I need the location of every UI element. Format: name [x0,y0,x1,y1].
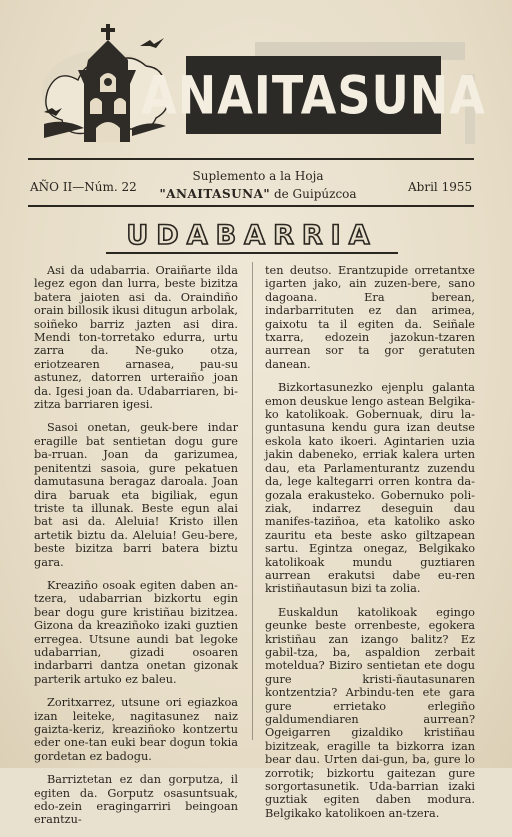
masthead-rule-top [28,158,474,160]
article-column-left [34,264,238,837]
article-column-right [265,264,475,830]
supplement-publication [150,185,366,203]
masthead-rule-bottom [28,205,474,207]
supplement-name: "ANAITASUNA" [159,187,271,201]
masthead-banner [141,56,486,134]
issue-date: Abril 1955 [408,180,473,194]
paragraph: Euskaldun katolikoak egingo geunke beste orrenbeste, egokera kristiñau zan izango balitz? Ez gabil-tza, ba, aspaldion zerbait moteldua? Biziro sentietan ete dogu gure kristi-ñautasunaren kontzentzia? Arbindu-ten ete gara gure errietako erlegiño galdumendiaren aurrean? Ogeigarren gizaldiko kristiñau bizitzeak, eragille ta bizkorra izan bear dau. Urten dai-gun, ba, gure lo zorrotik; bizkortu gaitezan gure sorgortasunetik. Uda-barrian izaki guztiak egiten daben modura. Belgikako katolikoen an-tzera. [265,605,475,820]
masthead-title: ANAITASUNA [141,63,486,127]
supplement-region: de Guipúzcoa [270,187,357,201]
headline-underline [106,252,398,254]
paragraph: Kreaziño osoak egiten daben an-tzera, udabarrian bizkortu egin bear dogu gure kristiñau bizitzea. Gizona da kreaziñoko izaki guztien erregea. Utsune aundi bat legoke udabarrian, gizadi osoaren indarbarri dantza onetan gizonak parterik artuko ez baleu. [34,578,238,686]
supplement-info [150,167,366,203]
paragraph: ten deutso. Erantzupide orretantxe igarten jako, ain zuzen-bere, sano dagoana. Era berean, indarbarrituten ez dan arimea, gaixotu ta il egiten da. Seiñale txarra, edozein jazokun-tzaren aurrean sor ta gor geratuten danean. [265,264,475,371]
paragraph: Asi da udabarria. Oraiñarte ilda legez egon dan lurra, beste bizitza batera jaioten asi da. Oraindiño orain billosik ikusi ditugun arbolak, soiñeko barriz jazten asi dira. Mendi ton-torretako edurra, urtu zarra da. Ne-guko otza, eriotzearen arnasea, pau-su astunez, datorren urteraiño joan da. Igesi joan da. Udabarriaren, bi-zitza barriaren igesi. [34,264,238,412]
paragraph: Sasoi onetan, geuk-bere indar eragille bat sentietan dogu gure ba-rruan. Joan da garizumea, penitentzi sasoia, gure pekatuen damutasuna beragaz daroala. Joan dira baruak eta bigiliak, egun triste ta illunak. Beste egun alai bat asi da. Aleluia! Kristo illen artetik biztu da. Aleluia! Geu-bere, beste bizitza barri batera biztu gara. [34,421,238,569]
column-divider [252,262,253,740]
issue-number: AÑO II—Núm. 22 [30,180,137,194]
paragraph: Barriztetan ez dan gorputza, il egiten da. Gorputz osasuntsuak, edo-zein eragingarriri beingoan erantzu- [34,773,238,827]
paragraph: Bizkortasunezko ejenplu galanta emon deuskue lengo astean Belgika-ko katolikoak. Gobernuak, diru la-guntasuna kendu gura izan deutse eskola kato ikoeri. Agintarien uzia jakin dabeneko, erriak kalera urten dau, eta Parlamenturantz zuzendu da, lege kaltegarri orren kontra da-gozala erakusteko. Gobernuko poli-ziak, indarrez deseguin dau manifes-taziñoa, eta katoliko asko zauritu eta beste asko giltzapean sartu. Egintza onegaz, Belgikako katolikoak mundu guztiaren aurrean erakutsi dabe eu-ren kristiñautasun bizi ta zolia. [265,381,475,596]
paragraph: Zoritxarrez, utsune ori egiazkoa izan leiteke, nagitasunez naiz gaizta-keriz, kreaziñoko kontzertu eder one-tan euki bear dogun tokia gordetan ez badogu. [34,696,238,763]
article-title: UDABARRIA [126,219,378,251]
article-headline [106,218,398,252]
supplement-line: Suplemento a la Hoja [192,169,324,183]
